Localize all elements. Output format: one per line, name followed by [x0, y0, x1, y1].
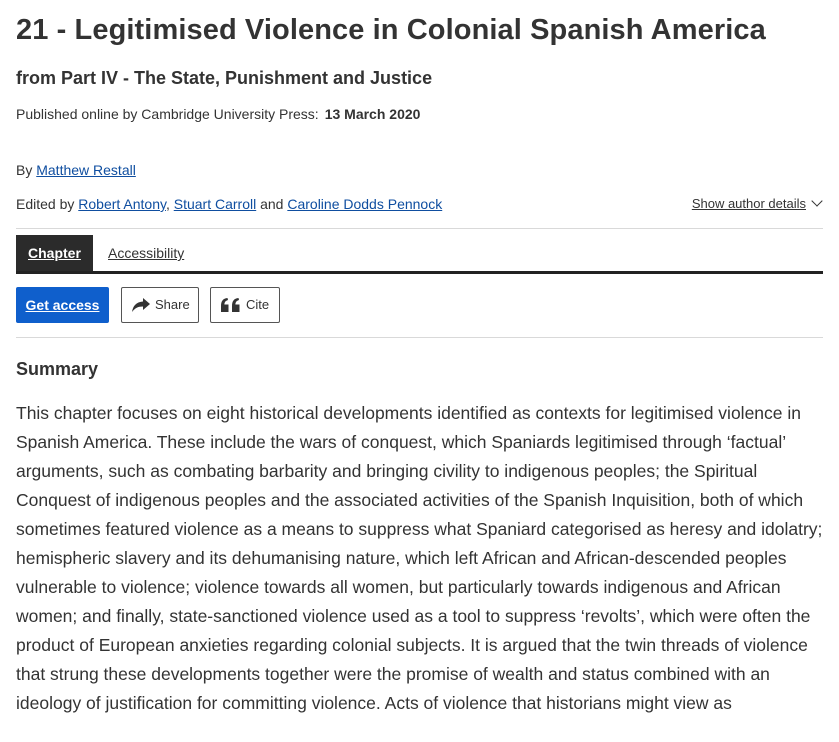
- editor-link-pennock[interactable]: Caroline Dodds Pennock: [287, 196, 443, 212]
- published-label: Published online by Cambridge University Press:: [16, 106, 319, 122]
- content-tabs: [16, 235, 823, 274]
- cite-button[interactable]: [210, 287, 280, 323]
- and-label: and: [260, 196, 284, 212]
- published-date: 13 March 2020: [324, 106, 421, 122]
- get-access-button[interactable]: Get access: [16, 287, 109, 323]
- summary-heading: Summary: [16, 359, 99, 379]
- tab-accessibility[interactable]: Accessibility: [108, 245, 185, 261]
- quote-icon: [221, 298, 241, 312]
- summary-text: This chapter focuses on eight historical developments identified as contexts for legitimised violence in Spanish America. These include the wars of conquest, which Spaniards legitimised through ‘factual’ arguments, such as combating barbarity and bringing civility to indigenous peoples; the Spiritual Conquest of indigenous peoples and the associated activities of the Spanish Inquisition, both of which sometimes featured violence as a means to suppress what Spaniard categorised as heresy and idolatry; hemispheric slavery and its dehumanising nature, which left African and African-descended peoples vulnerable to violence; violence towards all women, but particularly towards indigenous and African women; and finally, state-sanctioned violence used as a tool to suppress ‘revolts’, which were often the product of European anxieties regarding colonial subjects. It is argued that the twin threads of violence that strung these developments together were the promise of wealth and status combined with an ideology of justification for committing violence. Acts of violence that historians might view as: [16, 403, 823, 713]
- editor-link-carroll[interactable]: Stuart Carroll: [173, 196, 257, 212]
- part-subtitle: from Part IV - The State, Punishment and Justice: [16, 68, 433, 88]
- editor-link-antony[interactable]: Robert Antony: [78, 196, 166, 212]
- divider: [16, 228, 823, 229]
- page-title: 21 - Legitimised Violence in Colonial Spanish America: [16, 14, 766, 46]
- byline: [16, 162, 136, 178]
- cite-label: Cite: [246, 297, 270, 312]
- tab-chapter[interactable]: Chapter: [16, 235, 93, 271]
- editors-line: [16, 196, 442, 212]
- show-author-details-label: Show author details: [691, 196, 806, 211]
- author-link[interactable]: Matthew Restall: [36, 162, 136, 178]
- editor-separator: ,: [165, 196, 170, 212]
- share-label: Share: [155, 297, 190, 312]
- show-author-details-toggle[interactable]: [692, 196, 821, 211]
- share-button[interactable]: [121, 287, 199, 323]
- publication-info: [16, 106, 420, 122]
- edited-by-label: Edited by: [16, 196, 75, 212]
- chevron-down-icon: [811, 195, 822, 206]
- share-arrow-icon: [132, 298, 150, 312]
- divider: [16, 337, 823, 338]
- by-label: By: [16, 162, 33, 178]
